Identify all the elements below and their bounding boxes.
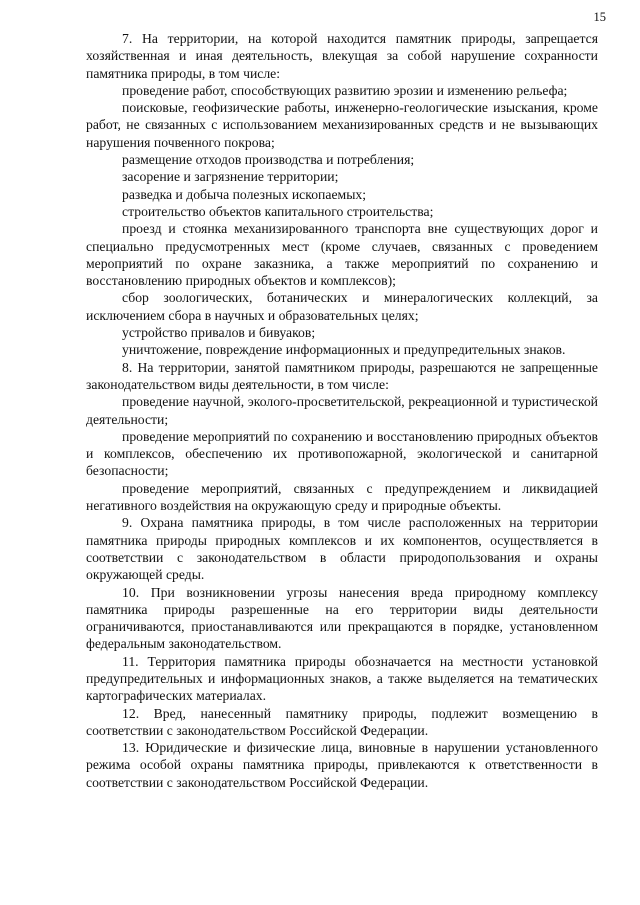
paragraph-11: 11. Территория памятника природы обозначается на местности установкой предупредительных и информационных знаков, а также выделяется на тематических картографических материалах. [86,653,598,704]
list-item: проезд и стоянка механизированного транспорта вне существующих дорог и специально предусмотренных мест (кроме случаев, связанных с проведением мероприятий по охране заказника, а также мероприятий по сохранению и восстановлению природных объектов и комплексов); [86,221,598,289]
document-body [86,30,598,791]
list-item: проведение научной, эколого-просветительской, рекреационной и туристической деятельности; [86,394,598,427]
paragraph-7-intro: 7. На территории, на которой находится памятник природы, запрещается хозяйственная и иная деятельность, влекущая за собой нарушение сохранности памятника природы, в том числе: [86,31,598,81]
paragraph-12: 12. Вред, нанесенный памятнику природы, подлежит возмещению в соответствии с законодательством Российской Федерации. [86,705,598,738]
paragraph-8-intro: 8. На территории, занятой памятником природы, разрешаются не запрещенные законодательством виды деятельности, в том числе: [86,359,598,392]
list-item: размещение отходов производства и потребления; [122,152,415,168]
list-item: проведение мероприятий, связанных с предупреждением и ликвидацией негативного воздействия на окружающую среду и природные объекты. [86,480,598,514]
list-item: разведка и добыча полезных ископаемых; [122,186,367,202]
list-item: засорение и загрязнение территории; [122,169,339,185]
list-item: поисковые, геофизические работы, инженерно-геологические изыскания, кроме работ, не связанных с использованием механизированных средств и не вызывающих нарушения почвенного покрова; [86,100,598,150]
paragraph-10: 10. При возникновении угрозы нанесения вреда природному комплексу памятника природы разрешенные на его территории виды деятельности ограничиваются, приостанавливаются или прекращаются в порядке, установленном федеральным законодательством. [86,584,598,652]
list-item: устройство привалов и бивуаков; [122,325,316,341]
paragraph-9: 9. Охрана памятника природы, в том числе расположенных на территории памятника природы природных комплексов и их компонентов, осуществляется в соответствии с законодательством в области природопользования и охраны окружающей среды. [86,515,598,583]
list-item: проведение мероприятий по сохранению и восстановлению природных объектов и комплексов, обеспечению их противопожарной, экологической и санитарной безопасности; [86,428,598,479]
list-item: сбор зоологических, ботанических и минералогических коллекций, за исключением сбора в научных и образовательных целях; [86,290,598,323]
list-item: проведение работ, способствующих развитию эрозии и изменению рельефа; [122,82,568,98]
paragraph-13: 13. Юридические и физические лица, виновные в нарушении установленного режима особой охраны памятника природы, привлекаются к ответственности в соответствии с законодательством Российской Федерации. [86,740,598,790]
page-number: 15 [593,10,606,24]
list-item: строительство объектов капитального строительства; [122,203,434,219]
list-item: уничтожение, повреждение информационных и предупредительных знаков. [122,342,566,358]
